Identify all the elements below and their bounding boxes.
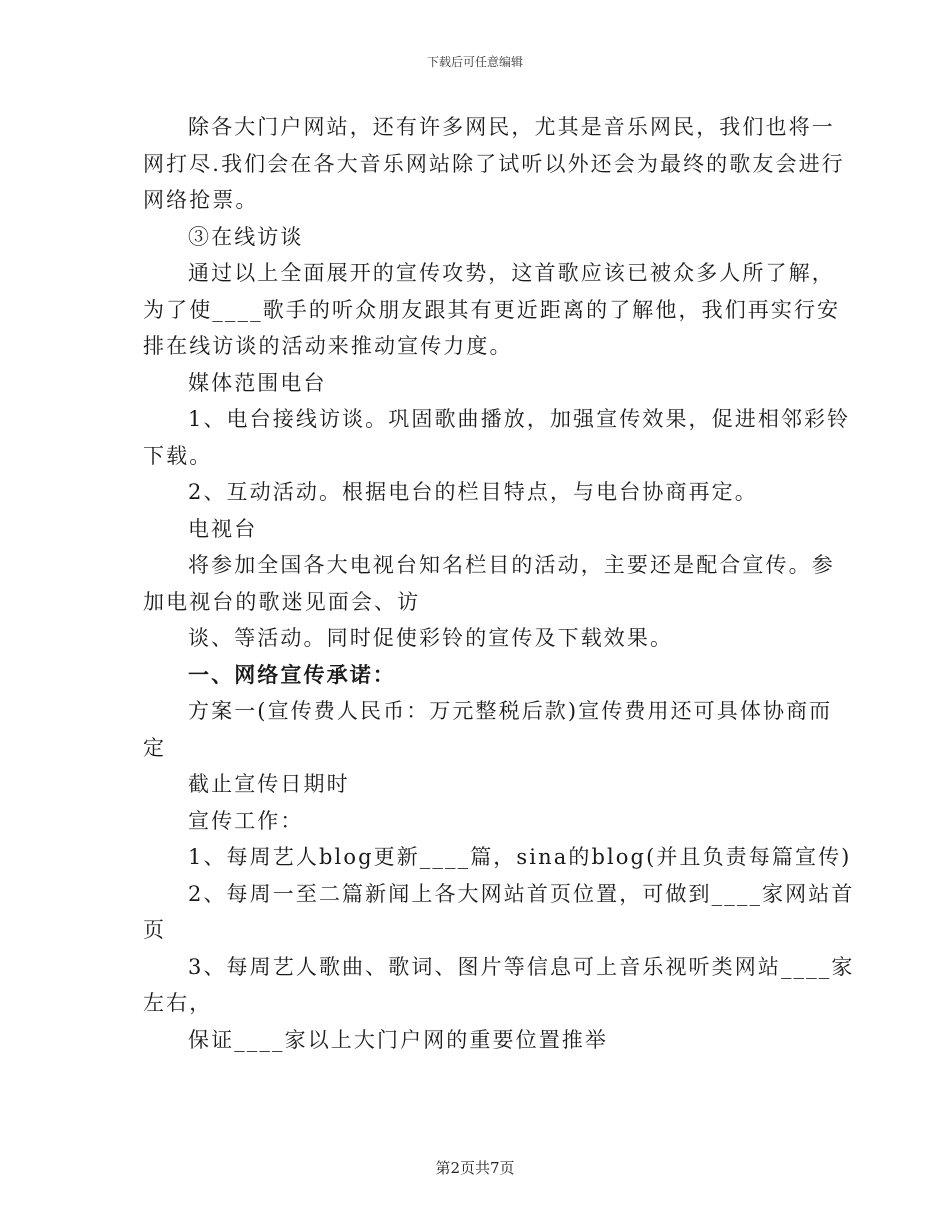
list-item: 2、互动活动。根据电台的栏目特点，与电台协商再定。 — [188, 480, 758, 504]
paragraph-line: 为了使____歌手的听众朋友跟其有更近距离的了解他，我们再实行安 — [143, 297, 841, 322]
paragraph-line: 通过以上全面展开的宣传攻势，这首歌应该已被众多人所了解， — [188, 261, 835, 285]
page-footer: 第2页共7页 — [435, 1159, 515, 1177]
paragraph-line: 网络抢票。 — [143, 188, 259, 212]
paragraph-line: 电视台 — [188, 516, 258, 541]
list-item: 1、电台接线访谈。巩固歌曲播放，加强宣传效果，促进相邻彩铃 — [188, 407, 851, 431]
list-item: 2、每周一至二篇新闻上各大网站首页位置，可做到____家网站首 — [188, 881, 855, 906]
paragraph-line: 保证____家以上大门户网的重要位置推举 — [188, 1027, 608, 1052]
paragraph-line: 除各大门户网站，还有许多网民，尤其是音乐网民，我们也将一 — [188, 115, 835, 139]
paragraph-line: 谈、等活动。同时促使彩铃的宣传及下载效果。 — [188, 626, 674, 650]
section-heading: ③在线访谈 — [188, 224, 304, 249]
document-body — [143, 109, 855, 1058]
list-item-continuation: 左右， — [143, 991, 213, 1015]
paragraph-line: 网打尽.我们会在各大音乐网站除了试听以外还会为最终的歌友会进行 — [143, 151, 845, 176]
paragraph-line: 排在线访谈的活动来推动宣传力度。 — [143, 334, 513, 358]
list-item: 1、每周艺人blog更新____篇，sina的blog(并且负责每篇宣传) — [188, 845, 852, 869]
paragraph-line: 媒体范围电台 — [188, 370, 327, 395]
paragraph-line: 方案一(宣传费人民币：万元整税后款)宣传费用还可具体协商而 — [188, 699, 833, 723]
section-heading-bold: 一、网络宣传承诺： — [188, 661, 396, 687]
page-header: 下载后可任意编辑 — [426, 55, 523, 69]
paragraph-line: 加电视台的歌迷见面会、访 — [143, 589, 421, 614]
list-item: 3、每周艺人歌曲、歌词、图片等信息可上音乐视听类网站____家 — [188, 954, 855, 979]
paragraph-line: 截止宣传日期时 — [188, 772, 350, 796]
paragraph-line: 定 — [143, 735, 167, 760]
paragraph-line: 宣传工作： — [188, 808, 304, 833]
list-item-continuation: 下载。 — [143, 443, 213, 468]
list-item-continuation: 页 — [143, 918, 167, 942]
paragraph-line: 将参加全国各大电视台知名栏目的活动，主要还是配合宣传。参 — [188, 553, 835, 577]
